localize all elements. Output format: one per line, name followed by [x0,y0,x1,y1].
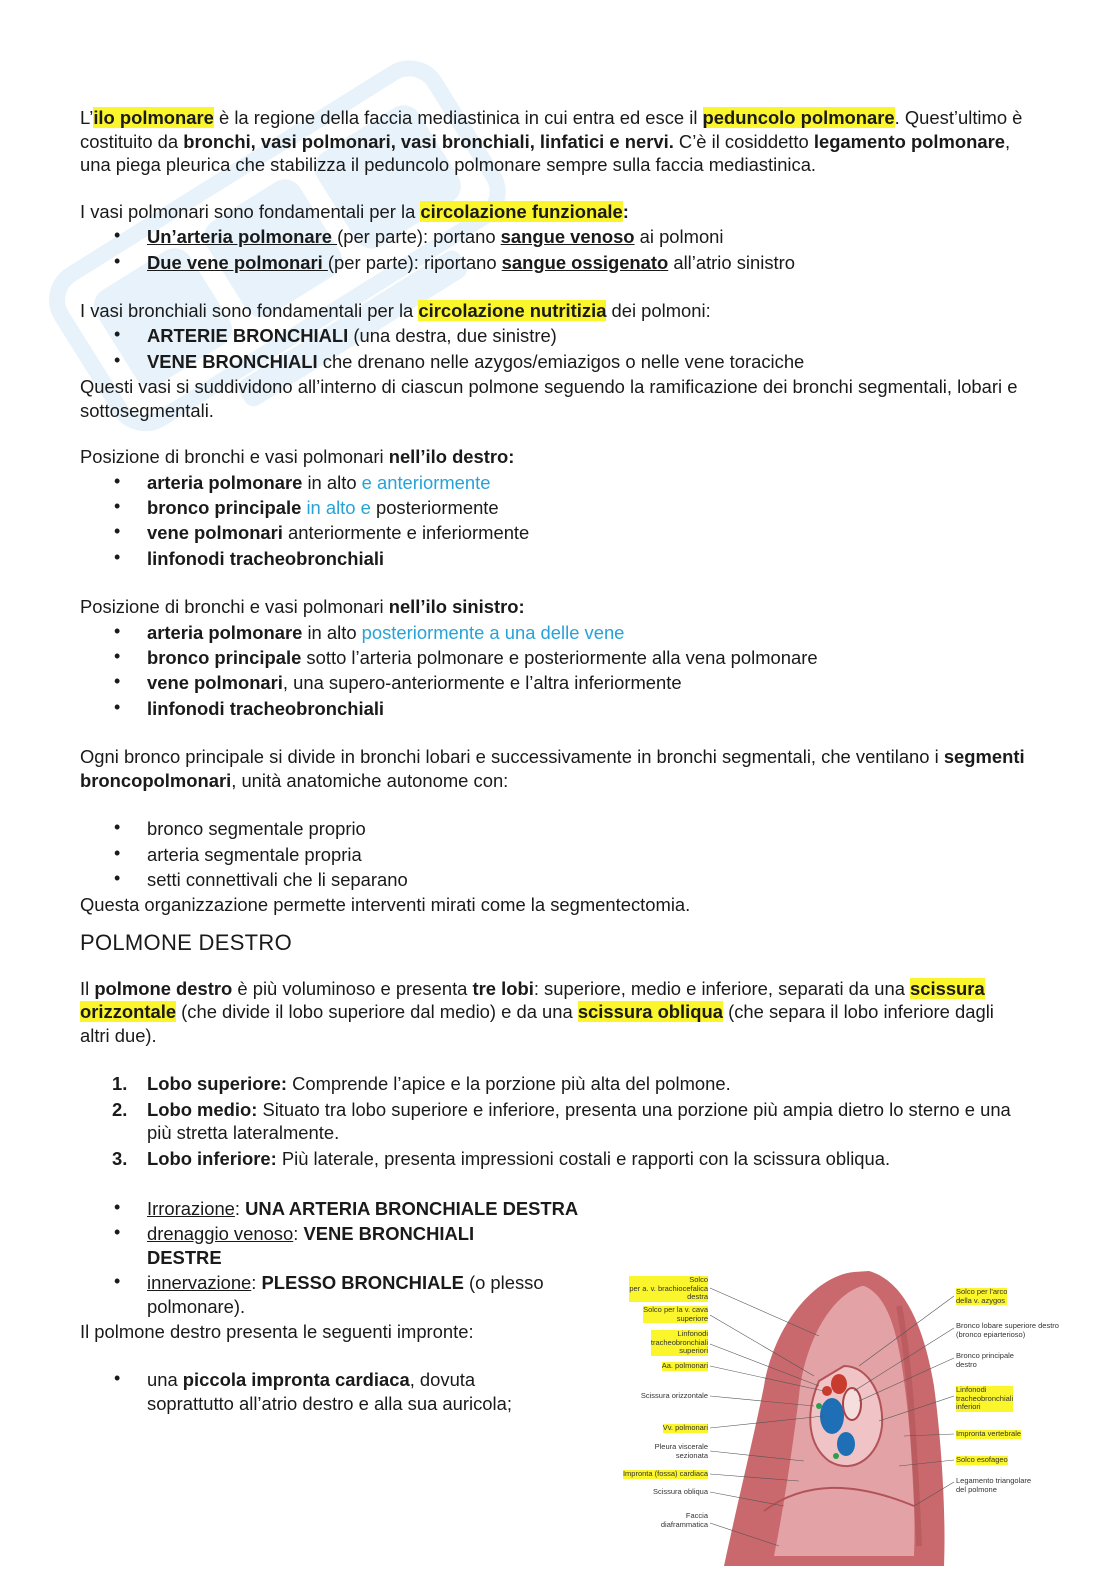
lobi-list [80,1072,1025,1170]
list-item: • ARTERIE BRONCHIALI (una destra, due sinistre) [80,324,1025,348]
list-item: • linfonodi tracheobronchiali [80,697,1025,721]
list-item: • VENE BRONCHIALI che drenano nelle azygos/emiazigos o nelle vene toraciche [80,350,1025,374]
document-body [80,106,1025,1417]
section-heading: POLMONE DESTRO [80,929,293,955]
figure-label: Scissura obliqua [652,1487,708,1496]
figure-label: Pleura viscerale sezionata [654,1442,708,1460]
list-item: • Irrorazione: UNA ARTERIA BRONCHIALE DESTRA [80,1197,625,1221]
list-item: • arteria polmonare in alto e anteriormente [80,471,1025,495]
list-item: • bronco principale sotto l’arteria polmonare e posteriormente alla vena polmonare [80,646,1025,670]
vasi-polmonari-lead: I vasi polmonari sono fondamentali per la circolazione funzionale: [80,200,629,222]
ilo-sinistro-lead: Posizione di bronchi e vasi polmonari nell’ilo sinistro: [80,596,525,618]
list-item: • arteria segmentale propria [80,843,1025,867]
figure-label: Scissura orizzontale [640,1391,708,1400]
vasi-bronchiali-lead: I vasi bronchiali sono fondamentali per la circolazione nutritizia dei polmoni: [80,299,711,321]
figure-label: Linfonodi tracheobronchiali superiori [650,1329,708,1355]
figure-label: Solco per l'arco della v. azygos [956,1287,1008,1305]
figure-label: Vv. polmonari [662,1423,708,1432]
list-item: 2. Lobo medio: Situato tra lobo superiore e inferiore, presenta una porzione più ampia dietro lo sterno e una più stretta lateralmente. [112,1098,1011,1144]
list-item: • drenaggio venoso: VENE BRONCHIALI DESTRE [80,1222,517,1269]
vasi-polmonari-list [80,225,1025,274]
vascolarizzazione-list [80,1197,625,1319]
figure-label: Aa. polmonari [661,1361,708,1370]
ilo-destro-lead: Posizione di bronchi e vasi polmonari nell’ilo destro: [80,446,515,468]
vasi-bronchiali-list [80,324,1025,373]
figure-label: Solco esofageo [956,1455,1008,1464]
list-item: • una piccola impronta cardiaca, dovuta soprattutto all’atrio destro e alla sua auricola; [80,1368,567,1415]
lung-illustration [614,1266,1074,1572]
list-item: • bronco principale in alto e posteriormente [80,496,1025,520]
list-item: 3. Lobo inferiore: Più laterale, presenta impressioni costali e rapporti con la scissura obliqua. [112,1147,891,1169]
figure-label: Solco per a. v. brachiocefalica destra [629,1275,708,1301]
figure-label: Impronta (fossa) cardiaca [622,1469,708,1478]
list-item: • innervazione: PLESSO BRONCHIALE (o plesso polmonare). [80,1271,597,1318]
intro-paragraph: L’ilo polmonare è la regione della faccia mediastinica in cui entra ed esce il peduncolo polmonare. Quest’ultimo è costituito da bronchi, vasi polmonari, vasi bronchiali, linfatici e nervi. C’è il cosiddetto legamento polmonare, una piega pleurica che stabilizza il peduncolo polmonare sempre sulla faccia mediastinica. [80,107,1023,176]
list-item: • Un’arteria polmonare (per parte): portano sangue venoso ai polmoni [80,225,1025,249]
list-item: • linfonodi tracheobronchiali [80,547,1025,571]
figure-label: Linfonodi tracheobronchiali inferiori [956,1385,1014,1411]
list-item: • arteria polmonare in alto posteriormente a una delle vene [80,621,1025,645]
figure-label: Solco per la v. cava superiore [643,1305,708,1323]
figure-label: Impronta vertebrale [956,1429,1022,1438]
list-item: • Due vene polmonari (per parte): riportano sangue ossigenato all’atrio sinistro [80,251,1025,275]
list-item: • vene polmonari, una supero-anteriormente e l’altra inferiormente [80,671,1025,695]
figure-label: Bronco lobare superiore destro (bronco epiarterioso) [956,1321,1059,1339]
segmenti-after: Questa organizzazione permette interventi mirati come la segmentectomia. [80,894,691,916]
figure-label: Legamento triangolare del polmone [956,1476,1032,1494]
polmone-destro-paragraph: Il polmone destro è più voluminoso e presenta tre lobi: superiore, medio e inferiore, separati da una scissura orizzontale (che divide il lobo superiore dal medio) e da una scissura obliqua (che separa il lobo inferiore dagli altri due). [80,977,994,1046]
impronte-lead: Il polmone destro presenta le seguenti impronte: [80,1321,474,1343]
list-item: 1. Lobo superiore: Comprende l’apice e la porzione più alta del polmone. [112,1073,731,1095]
ilo-destro-list [80,471,1025,571]
list-item: • vene polmonari anteriormente e inferiormente [80,521,1025,545]
ilo-sinistro-list [80,621,1025,721]
vasi-bronchiali-after: Questi vasi si suddividono all’interno di ciascun polmone seguendo la ramificazione dei bronchi segmentali, lobari e sottosegmentali. [80,376,1018,421]
list-item: • setti connettivali che li separano [80,868,1025,892]
segmenti-paragraph: Ogni bronco principale si divide in bronchi lobari e successivamente in bronchi segmentali, che ventilano i segmenti broncopolmonari, unità anatomiche autonome con: [80,746,1025,791]
segmenti-list [80,817,1025,891]
figure-label: Faccia diaframmatica [660,1511,708,1529]
list-item: • bronco segmentale proprio [80,817,1025,841]
figure-label: Bronco principale destro [956,1351,1014,1369]
